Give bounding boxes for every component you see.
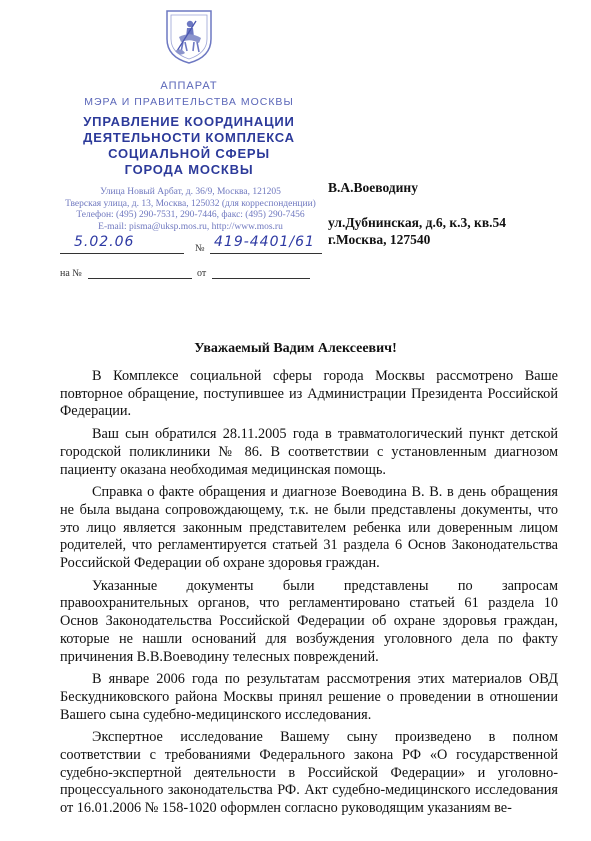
paragraph: Экспертное исследование Вашему сыну произведено в полном соответствии с требованиями Федерального закона РФ «О государственной судебно-экспертной деятельности в Российской Федерации» и уголовно-процессуального законодательства РФ. Акт судебно-медицинского исследования от 16.01.2006 № 158-1020 оформлен согласно руководящим указаниям ве- (60, 729, 558, 817)
department-line: ГОРОДА МОСКВЫ (124, 162, 254, 177)
paragraph: В Комплексе социальной сферы города Москвы рассмотрено Ваше повторное обращение, поступившее из Администрации Президента Российской Федерации. (60, 368, 558, 420)
mayor-office-label: МЭРА И ПРАВИТЕЛЬСТВА МОСКВЫ (84, 96, 294, 108)
paragraph: Справка о факте обращения и диагнозе Воеводина В. В. в день обращения не была выдана сопровождающему, т.к. не были представлены документы, что это лицо является законным представителем ребенка или доверенным лицом родителей, что регламентируется статьей 31 раздела 6 Основ Законодательства Российской Федерации об охране здоровья граждан. (60, 484, 558, 572)
department-line: УПРАВЛЕНИЕ КООРДИНАЦИИ (83, 114, 295, 129)
recipient-city: г.Москва, 127540 (328, 232, 431, 247)
moscow-coat-of-arms-icon (163, 7, 215, 65)
letter-body (60, 368, 558, 823)
contact-block (58, 187, 323, 233)
department-name (48, 114, 330, 178)
paragraph: Указанные документы были представлены по запросам правоохранительных органов, что регламентировано статьей 61 раздела 10 Основ Законодательства Российской Федерации об охране здоровья граждан, которые не нашли оснований для возбуждения уголовного дела по факту причинения В.В.Воеводину телесных повреждений. (60, 577, 558, 665)
phone-line: Телефон: (495) 290-7531, 290-7446, факс: (495) 290-7456 (76, 210, 305, 220)
handwritten-number: 419-4401/61 (214, 234, 315, 250)
number-label: № (195, 243, 205, 254)
address-line: Улица Новый Арбат, д. 36/9, Москва, 121205 (100, 187, 281, 197)
paragraph: В январе 2006 года по результатам рассмотрения этих материалов ОВД Бескудниковского района Москвы принял решение о проведении в отношении Вашего сына судебно-медицинского исследования. (60, 671, 558, 723)
reference-date-label: от (197, 268, 207, 279)
apparat-label: АППАРАТ (160, 80, 218, 92)
reference-number-line (88, 278, 192, 279)
department-line: ДЕЯТЕЛЬНОСТИ КОМПЛЕКСА (83, 130, 295, 145)
handwritten-date: 5.02.06 (74, 234, 135, 250)
recipient-street: ул.Дубнинская, д.6, к.3, кв.54 (328, 215, 506, 230)
email-line: E-mail: pisma@uksp.mos.ru, http://www.mos.ru (98, 221, 283, 232)
department-line: СОЦИАЛЬНОЙ СФЕРЫ (108, 146, 270, 161)
reference-date-line (212, 278, 310, 279)
date-field-line (60, 253, 184, 254)
recipient-name: В.А.Воеводину (328, 180, 418, 195)
number-field-line (210, 253, 322, 254)
salutation: Уважаемый Вадим Алексеевич! (194, 341, 397, 356)
reference-number-label: на № (60, 268, 82, 279)
paragraph: Ваш сын обратился 28.11.2005 года в травматологический пункт детской городской поликлиники № 86. В соответствии с установленным диагнозом пациенту оказана необходимая медицинская помощь. (60, 426, 558, 478)
address-line: Тверская улица, д. 13, Москва, 125032 (для корреспонденции) (65, 198, 316, 209)
